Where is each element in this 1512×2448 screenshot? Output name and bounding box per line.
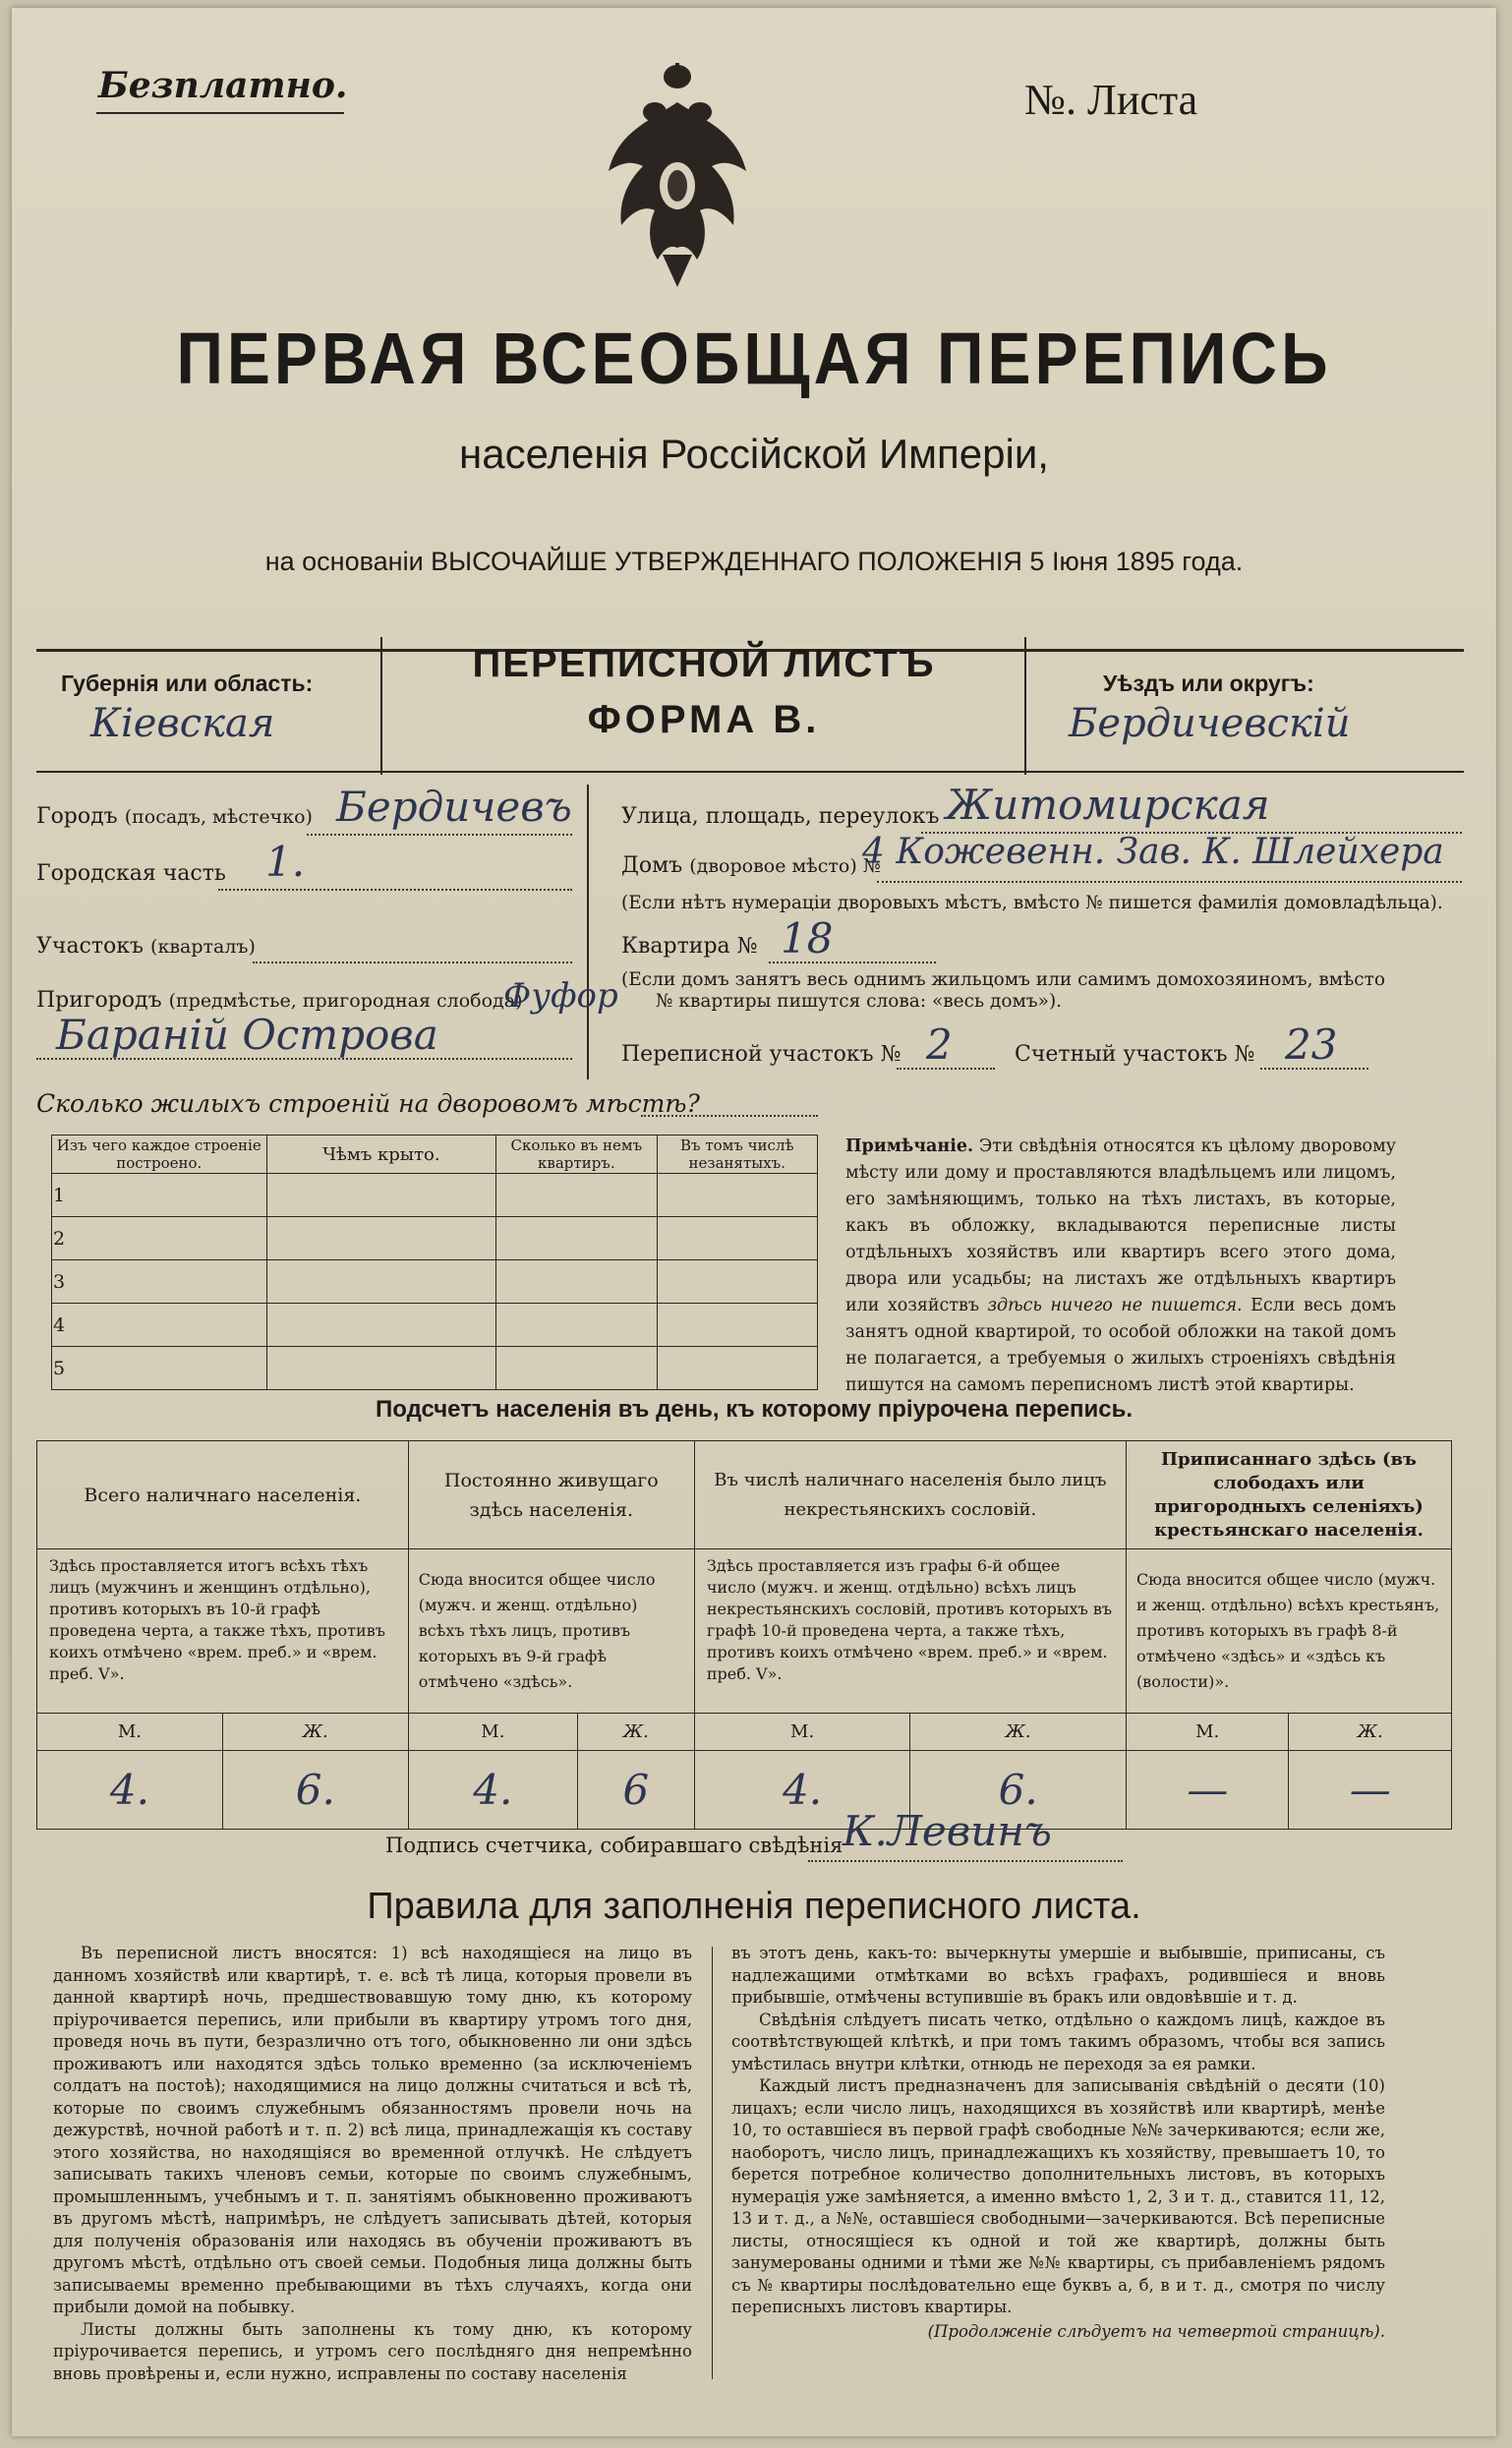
uezd-value: Бердичевскій (1069, 701, 1351, 746)
count-f-value: 6 (577, 1751, 694, 1830)
city-label: Городъ (посадъ, мѣстечко) (36, 804, 313, 829)
note-block: Примѣчаніе. Эти свѣдѣнія относятся къ цѣлому дворовому мѣсту или дому и проставляются владѣльцемъ или лицомъ, его замѣняющимъ, только на тѣхъ листахъ, въ которые, какъ въ обложку, вкладываются переписные листы отдѣльныхъ хозяйствъ или квартиръ всего этого дома, двора или усадьбы; на листахъ же отдѣльныхъ квартиръ или хозяйствъ здѣсь ничего не пишется. Если весь домъ занятъ одной квартирой, то особой обложки на такой домъ не полагается, а требуемыя о жилыхъ строеніяхъ свѣдѣнія пишутся на самомъ переписномъ листѣ этой квартиры. (845, 1137, 1396, 1395)
gubernia-value: Кіевская (90, 701, 275, 746)
apartment-note-2: № квартиры пишутся слова: «весь домъ»). (656, 991, 1063, 1012)
apartment-label: Квартира № (621, 934, 758, 959)
apartment-note-1: (Если домъ занятъ весь однимъ жильцомъ или самимъ домохозяиномъ, вмѣсто (621, 969, 1386, 990)
street-label: Улица, площадь, переулокъ (621, 804, 940, 829)
free-label: Безплатно. (98, 65, 348, 106)
buildings-col-material: Изъ чего каждое строеніе построено. (52, 1136, 267, 1174)
rules-paragraph: Каждый листъ предназначенъ для записыванія свѣдѣній о десяти (10) лицахъ; если число лицъ, находящихся въ хозяйствѣ или квартирѣ, менѣе 10, то оставшіеся въ первой графѣ свободные №№ зачеркиваются; если же, наоборотъ, число лицъ, принадлежащихъ къ хозяйству, превышаетъ 10, то берется потребное количество дополнительныхъ листовъ, въ которыхъ нумерація уже замѣняется, а именно вмѣсто 1, 2, 3 и т. д., ставится 11, 12, 13 и т. д., а №№, оставшіеся свободными—зачеркиваются. Всѣ переписные листы, относящіеся къ одной и той же квартирѣ, должны быть занумерованы одними и тѣми же №№ квартиры, съ прибавленіемъ рядомъ съ № квартиры послѣдовательно еще буквъ а, б, в и т. д., смотря по числу переписныхъ листовъ квартиры. (731, 2076, 1385, 2316)
count-district-value: 23 (1285, 1020, 1338, 1069)
imperial-eagle-icon (604, 63, 751, 289)
sheet-number-label: №. Листа (1024, 76, 1198, 124)
count-f-value: 6. (910, 1751, 1127, 1830)
form-title: ПЕРВАЯ ВСЕОБЩАЯ ПЕРЕПИСЬ (176, 317, 1332, 399)
form-subtitle: населенія Россійской Имперіи, (459, 431, 1049, 477)
census-district-label: Переписной участокъ № (621, 1042, 901, 1067)
count-desc-present: Здѣсь проставляется итогъ всѣхъ тѣхъ лицъ (мужчинъ и женщинъ отдѣльно), противъ которыхъ въ 10-й графѣ проведена черта, а также тѣхъ, противъ коихъ отмѣчено «врем. преб.» и «врем. преб. V». (37, 1549, 409, 1714)
count-m-value: — (1126, 1751, 1289, 1830)
count-desc-permanent: Сюда вносится общее число (мужч. и женщ. отдѣльно) всѣхъ тѣхъ лицъ, противъ которыхъ въ 9-й графѣ отмѣчено «здѣсь». (408, 1549, 694, 1714)
count-f-header: Ж. (910, 1714, 1127, 1751)
buildings-question: Сколько жилыхъ строеній на дворовомъ мѣстѣ? (36, 1089, 700, 1118)
population-count-table (36, 1440, 1452, 1830)
count-head-non-peasant: Въ числѣ наличнаго населенія было лицъ некрестьянскихъ сословій. (694, 1441, 1126, 1549)
uezd-label: Уѣздъ или округъ: (1103, 670, 1314, 696)
gubernia-label: Губернія или область: (61, 670, 314, 696)
city-value: Бердичевъ (336, 783, 572, 831)
signature-value: К.Левинъ (843, 1807, 1052, 1855)
count-m-header: М. (1126, 1714, 1289, 1751)
buildings-row-num: 1 (52, 1174, 267, 1217)
city-part-label: Городская часть (36, 861, 226, 886)
count-m-value: 4. (694, 1751, 910, 1830)
count-f-header: Ж. (577, 1714, 694, 1751)
count-f-value: — (1289, 1751, 1452, 1830)
rules-paragraph: Листы должны быть заполнены къ тому дню, къ которому пріурочивается перепись, и утромъ сего послѣдняго дня непремѣнно вновь провѣрены и, если нужно, исправлены по составу населенія (53, 2319, 692, 2383)
buildings-table (51, 1135, 818, 1390)
rules-left-column (53, 1943, 692, 2385)
rules-paragraph: въ этотъ день, какъ-то: вычеркнуты умершіе и выбывшіе, приписаны, съ надлежащими отмѣтками во всѣхъ графахъ, родившіеся и вновь прибывшіе, отмѣчены вступившіе въ бракъ или овдовѣвшіе и т. д. (731, 1944, 1385, 2007)
buildings-row-num: 4 (52, 1304, 267, 1347)
census-district-value: 2 (926, 1020, 953, 1069)
house-value: 4 Кожевенн. Зав. К. Шлейхера (862, 832, 1444, 872)
count-title: Подсчетъ населенія въ день, къ которому пріурочена перепись. (376, 1396, 1133, 1423)
buildings-col-roof: Чѣмъ крыто. (266, 1136, 496, 1174)
house-note: (Если нѣтъ нумераціи дворовыхъ мѣстъ, вмѣсто № пишется фамилія домовладѣльца). (621, 893, 1443, 913)
count-m-header: М. (694, 1714, 910, 1751)
buildings-col-vacant: Въ томъ числѣ незанятыхъ. (657, 1136, 817, 1174)
count-f-header: Ж. (222, 1714, 408, 1751)
count-m-value: 4. (408, 1751, 577, 1830)
count-f-value: 6. (222, 1751, 408, 1830)
count-head-present: Всего наличнаго населенія. (37, 1441, 409, 1549)
count-desc-non-peasant: Здѣсь проставляется изъ графы 6-й общее число (мужч. и женщ. отдѣльно) всѣхъ лицъ некрестьянскихъ сословій, противъ которыхъ въ графѣ 10-й проведена черта, а также тѣхъ, противъ коихъ отмѣчено «врем. преб.» и «врем. преб. V». (694, 1549, 1126, 1714)
rules-title: Правила для заполненія переписного листа. (367, 1886, 1141, 1927)
rules-paragraph: Свѣдѣнія слѣдуетъ писать четко, отдѣльно о каждомъ лицѣ, каждое въ соотвѣтствующей клѣткѣ, и при томъ такимъ образомъ, чтобы вся запись умѣстилась внутри клѣтки, отнюдь не переходя за ея рамки. (731, 2010, 1385, 2073)
count-desc-peasant: Сюда вносится общее число (мужч. и женщ. отдѣльно) всѣхъ крестьянъ, противъ которыхъ въ графѣ 8-й отмѣчено «здѣсь» и «здѣсь къ (волости)». (1126, 1549, 1451, 1714)
count-district-label: Счетный участокъ № (1015, 1042, 1255, 1067)
count-f-header: Ж. (1289, 1714, 1452, 1751)
count-m-value: 4. (37, 1751, 223, 1830)
rules-right-column (731, 1943, 1385, 2343)
buildings-col-apartments: Сколько въ немъ квартиръ. (496, 1136, 657, 1174)
house-label: Домъ (дворовое мѣсто) № (621, 853, 881, 878)
sheet-name: ПЕРЕПИСНОЙ ЛИСТЪ (472, 642, 936, 685)
count-m-header: М. (37, 1714, 223, 1751)
count-head-permanent: Постоянно живущаго здѣсь населенія. (408, 1441, 694, 1549)
suburb-value-1: Фуфор (503, 976, 618, 1016)
census-form-page (12, 8, 1496, 2436)
buildings-row-num: 5 (52, 1347, 267, 1390)
street-value: Житомирская (946, 781, 1270, 829)
count-head-peasant: Приписаннаго здѣсь (въ слободахъ или пригородныхъ селеніяхъ) крестьянскаго населенія. (1126, 1441, 1451, 1549)
signature-label: Подпись счетчика, собиравшаго свѣдѣнія (385, 1834, 843, 1857)
buildings-row-num: 3 (52, 1260, 267, 1304)
rules-paragraph: Въ переписной листъ вносятся: 1) всѣ находящіеся на лицо въ данномъ хозяйствѣ или квартирѣ, т. е. всѣ тѣ лица, которыя провели въ данной квартирѣ ночь, предшествовавшую тому дню, къ которому пріурочивается перепись, или прибыли въ квартиру утромъ того дня, проведя ночь въ пути, безразлично отъ того, обыкновенно ли они здѣсь проживаютъ или находятся здѣсь только временно (за исключеніемъ солдатъ на постоѣ); находящимися на лицо должны считаться и всѣ тѣ, которые по своимъ служебнымъ обязанностямъ провели ночь на дежурствѣ, ночной работѣ и т. п. 2) всѣ лица, принадлежащія къ составу этого хозяйства, но находящіяся во временной отлучкѣ. Не слѣдуетъ записывать такихъ членовъ семьи, которые по своимъ служебнымъ, промышленнымъ, учебнымъ и т. п. занятіямъ обыкновенно проживаютъ въ другомъ мѣстѣ, напримѣръ, не слѣдуетъ записывать дѣтей, которыя для полученія образованія или находясь въ обученіи проживаютъ въ другомъ мѣстѣ, отдѣльно отъ своей семьи. Подобныя лица должны быть записываемы временно пребывающими въ тѣхъ случаяхъ, когда они прибыли домой на побывку. (53, 1944, 692, 2316)
suburb-label: Пригородъ (предмѣстье, пригородная слобода) (36, 988, 523, 1013)
rules-continued: (Продолженіе слѣдуетъ на четвертой страницѣ). (927, 2321, 1385, 2341)
district-label: Участокъ (кварталъ) (36, 934, 256, 959)
suburb-value-2: Бараній Острова (56, 1011, 438, 1059)
count-m-header: М. (408, 1714, 577, 1751)
buildings-row-num: 2 (52, 1217, 267, 1260)
form-type: ФОРМА В. (587, 698, 821, 741)
apartment-value: 18 (781, 914, 834, 962)
city-part-value: 1. (265, 838, 306, 886)
form-basis: на основаніи ВЫСОЧАЙШЕ УТВЕРЖДЕННАГО ПОЛОЖЕНІЯ 5 Іюня 1895 года. (264, 547, 1244, 576)
